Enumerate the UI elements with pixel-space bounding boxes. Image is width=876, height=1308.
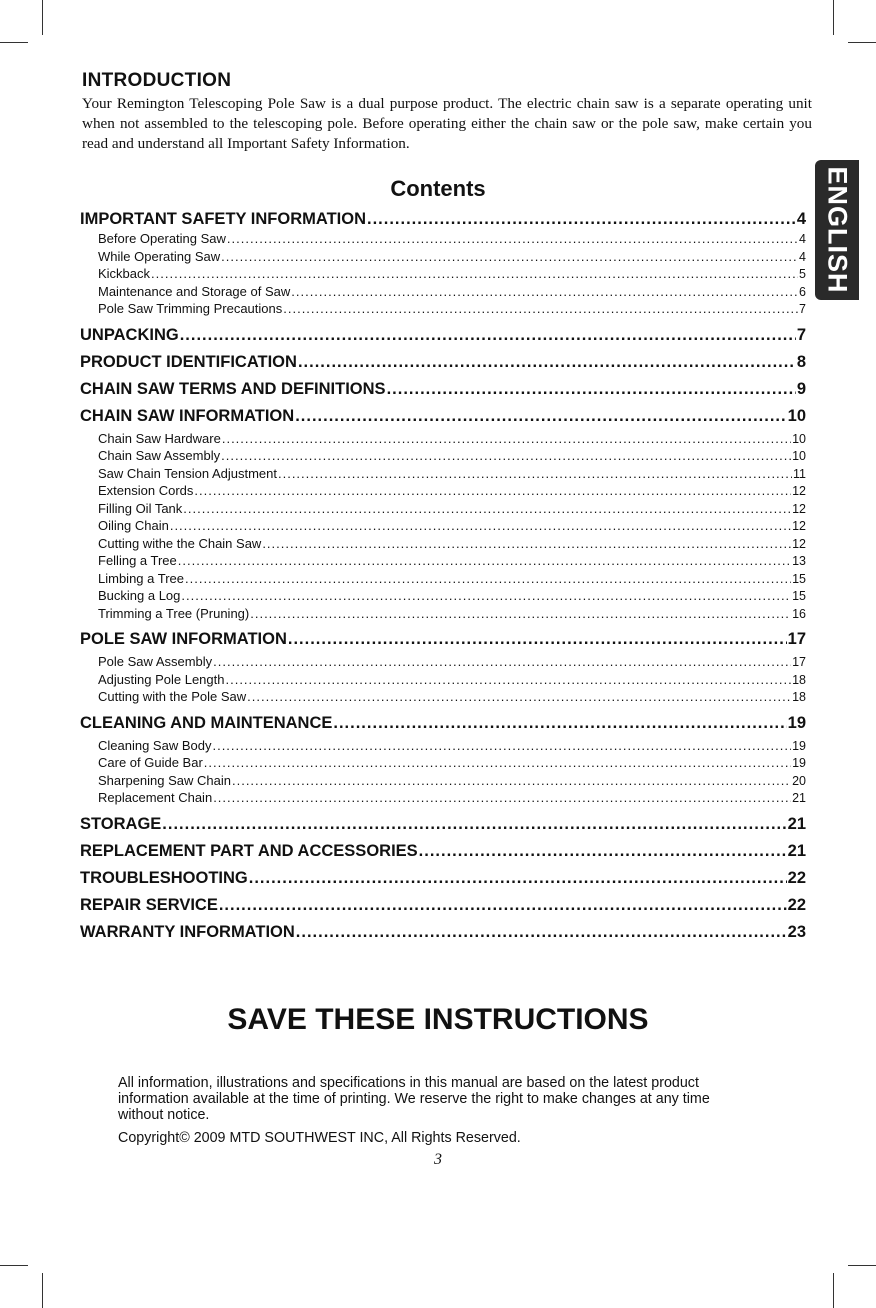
toc-entry-title: CHAIN SAW TERMS AND DEFINITIONS <box>80 379 386 398</box>
toc-entry-title: Replacement Chain <box>98 790 213 805</box>
toc-subsection <box>80 789 806 807</box>
toc-entry-title: Oiling Chain <box>98 518 169 533</box>
toc-entry-title: Felling a Tree <box>98 553 177 568</box>
toc-section <box>80 208 806 230</box>
toc-entry-title: TROUBLESHOOTING <box>80 868 248 887</box>
toc-entry-title: Adjusting Pole Length <box>98 671 225 687</box>
toc-entry-title: Pole Saw Assembly <box>98 654 213 669</box>
intro-text: Your Remington Telescoping Pole Saw is a dual purpose product. The electric chain saw is a separate operating unit when not assembled to the telescoping pole. Before operating either the chain saw or the pole saw, make certain you read and understand all Important Safety Information. <box>82 95 812 152</box>
toc-subsection <box>80 482 806 500</box>
toc-entry-page: 19 <box>792 756 806 770</box>
toc-entry-page: 21 <box>787 814 806 833</box>
toc-leader-dots <box>178 552 791 570</box>
toc-subsection <box>80 517 806 535</box>
crop-mark <box>0 42 28 43</box>
toc-subsection <box>80 587 806 605</box>
toc-leader-dots <box>262 535 791 553</box>
toc-subsection <box>80 772 806 790</box>
toc-subsection <box>80 465 806 483</box>
toc-entry-title: PRODUCT IDENTIFICATION <box>80 352 297 371</box>
toc-section <box>80 349 806 376</box>
toc-leader-dots <box>419 838 787 865</box>
toc-entry-title: Care of Guide Bar <box>98 755 203 770</box>
toc-leader-dots <box>221 248 798 266</box>
toc-entry-title: IMPORTANT SAFETY INFORMATION <box>80 210 366 228</box>
toc-leader-dots <box>247 688 791 706</box>
toc-subsection <box>80 230 806 248</box>
toc-leader-dots <box>367 208 796 230</box>
toc-entry-title: WARRANTY INFORMATION <box>80 922 295 941</box>
toc-leader-dots <box>296 919 787 946</box>
toc-entry-page: 23 <box>787 922 806 941</box>
toc-subsection <box>80 688 806 706</box>
toc-entry-page: 18 <box>792 672 806 687</box>
toc-section <box>80 376 806 403</box>
toc-leader-dots <box>212 737 791 755</box>
toc-entry-title: REPAIR SERVICE <box>80 895 218 914</box>
toc-entry-page: 4 <box>796 210 806 228</box>
toc-entry-title: Kickback <box>98 266 151 281</box>
toc-entry-title: Cutting withe the Chain Saw <box>98 535 262 551</box>
toc-leader-dots <box>213 653 791 671</box>
toc-entry-title: While Operating Saw <box>98 248 221 264</box>
toc-entry-page: 20 <box>792 773 806 788</box>
crop-mark <box>42 1273 43 1308</box>
toc-entry-page: 4 <box>799 232 806 246</box>
toc-entry-page: 10 <box>787 406 806 425</box>
toc-subsection <box>80 671 806 689</box>
toc-section <box>80 322 806 349</box>
toc-subsection <box>80 605 806 623</box>
toc-entry-title: Saw Chain Tension Adjustment <box>98 465 277 481</box>
save-instructions-heading: SAVE THESE INSTRUCTIONS <box>227 1003 649 1036</box>
toc-entry-page: 7 <box>796 325 806 344</box>
toc-section <box>80 838 806 865</box>
toc-leader-dots <box>180 322 796 349</box>
toc-entry-title: Limbing a Tree <box>98 570 184 586</box>
toc-entry-page: 5 <box>799 267 806 281</box>
toc-leader-dots <box>227 230 798 248</box>
toc-entry-title: Chain Saw Assembly <box>98 448 221 463</box>
toc-subsection <box>80 248 806 266</box>
toc-subsection <box>80 653 806 671</box>
toc-subsection <box>80 754 806 772</box>
toc-entry-title: Extension Cords <box>98 483 194 498</box>
language-tab <box>815 160 859 300</box>
toc-subsection <box>80 500 806 518</box>
toc-subsection <box>80 737 806 755</box>
toc-entry-page: 17 <box>787 630 806 648</box>
toc-leader-dots <box>221 447 791 465</box>
toc-entry-page: 10 <box>792 431 806 446</box>
toc-subsection <box>80 430 806 448</box>
toc-leader-dots <box>183 500 791 518</box>
toc-leader-dots <box>170 517 791 535</box>
toc-section <box>80 710 806 737</box>
toc-subsection <box>80 570 806 588</box>
toc-entry-page: 12 <box>792 501 806 516</box>
toc-leader-dots <box>213 789 791 807</box>
toc-entry-title: UNPACKING <box>80 325 179 344</box>
toc-leader-dots <box>181 587 791 605</box>
toc-entry-title: REPLACEMENT PART AND ACCESSORIES <box>80 841 418 860</box>
toc-entry-title: Cutting with the Pole Saw <box>98 689 247 704</box>
toc-entry-page: 8 <box>796 352 806 371</box>
toc-entry-title: Cleaning Saw Body <box>98 737 212 753</box>
toc-entry-page: 15 <box>792 571 806 586</box>
toc-subsection <box>80 300 806 318</box>
toc-entry-title: Sharpening Saw Chain <box>98 772 231 788</box>
toc-entry-page: 21 <box>787 841 806 860</box>
toc-subsection <box>80 283 806 301</box>
toc-leader-dots <box>194 482 791 500</box>
crop-mark <box>42 0 43 35</box>
toc-section <box>80 626 806 653</box>
toc-entry-page: 7 <box>799 302 806 316</box>
toc-entry-page: 22 <box>787 895 806 914</box>
toc-entry-title: STORAGE <box>80 814 162 833</box>
toc-entry-page: 16 <box>792 606 806 621</box>
page-number: 3 <box>434 1151 442 1168</box>
toc-leader-dots <box>204 754 791 772</box>
toc-subsection <box>80 265 806 283</box>
toc-entry-title: CLEANING AND MAINTENANCE <box>80 713 333 732</box>
toc-entry-page: 18 <box>792 690 806 704</box>
toc-entry-page: 12 <box>792 536 806 551</box>
table-of-contents <box>80 208 806 946</box>
toc-leader-dots <box>185 570 791 588</box>
toc-entry-title: Chain Saw Hardware <box>98 430 221 446</box>
toc-leader-dots <box>283 300 798 318</box>
toc-subsection <box>80 535 806 553</box>
toc-entry-page: 12 <box>792 484 806 498</box>
toc-entry-page: 19 <box>787 713 806 732</box>
toc-section <box>80 892 806 919</box>
toc-entry-page: 21 <box>792 791 806 805</box>
toc-leader-dots <box>291 283 798 301</box>
toc-leader-dots <box>333 710 786 737</box>
toc-subsection <box>80 552 806 570</box>
toc-entry-title: Before Operating Saw <box>98 231 226 246</box>
toc-entry-page: 12 <box>792 519 806 533</box>
toc-entry-page: 17 <box>792 655 806 669</box>
toc-leader-dots <box>298 349 796 376</box>
toc-entry-title: Trimming a Tree (Pruning) <box>98 605 250 621</box>
contents-heading: Contents <box>390 176 486 201</box>
crop-mark <box>833 1273 834 1308</box>
toc-leader-dots <box>225 671 791 689</box>
toc-entry-page: 15 <box>792 589 806 603</box>
toc-leader-dots <box>151 265 798 283</box>
toc-entry-page: 9 <box>796 379 806 398</box>
crop-mark <box>848 1265 876 1266</box>
intro-heading: INTRODUCTION <box>82 70 232 91</box>
toc-leader-dots <box>222 430 791 448</box>
toc-section <box>80 811 806 838</box>
toc-section <box>80 919 806 946</box>
crop-mark <box>833 0 834 35</box>
crop-mark <box>0 1265 28 1266</box>
toc-entry-page: 19 <box>792 738 806 753</box>
toc-entry-title: Bucking a Log <box>98 588 181 603</box>
toc-entry-page: 10 <box>792 449 806 463</box>
toc-section <box>80 865 806 892</box>
toc-entry-page: 6 <box>799 284 806 299</box>
toc-entry-page: 4 <box>799 249 806 264</box>
language-tab-label: ENGLISH <box>822 166 853 294</box>
toc-leader-dots <box>250 605 791 623</box>
toc-leader-dots <box>249 865 787 892</box>
toc-subsection <box>80 447 806 465</box>
toc-leader-dots <box>387 376 796 403</box>
toc-entry-title: POLE SAW INFORMATION <box>80 630 287 648</box>
toc-leader-dots <box>288 626 787 653</box>
toc-entry-page: 22 <box>787 868 806 887</box>
toc-entry-title: Maintenance and Storage of Saw <box>98 283 291 299</box>
toc-entry-title: CHAIN SAW INFORMATION <box>80 406 295 425</box>
copyright-notice: Copyright© 2009 MTD SOUTHWEST INC, All Rights Reserved. <box>118 1130 521 1146</box>
toc-leader-dots <box>232 772 791 790</box>
toc-entry-title: Pole Saw Trimming Precautions <box>98 301 283 316</box>
toc-entry-page: 11 <box>793 466 806 481</box>
save-instructions-text: All information, illustrations and specifications in this manual are based on the latest product information available at the time of printing. We reserve the right to make changes at any time without notice. <box>118 1075 710 1123</box>
toc-entry-title: Filling Oil Tank <box>98 500 183 516</box>
toc-leader-dots <box>219 892 787 919</box>
crop-mark <box>848 42 876 43</box>
toc-section <box>80 403 806 430</box>
toc-entry-page: 13 <box>792 554 806 568</box>
toc-leader-dots <box>278 465 792 483</box>
toc-leader-dots <box>295 403 786 430</box>
toc-leader-dots <box>162 811 786 838</box>
